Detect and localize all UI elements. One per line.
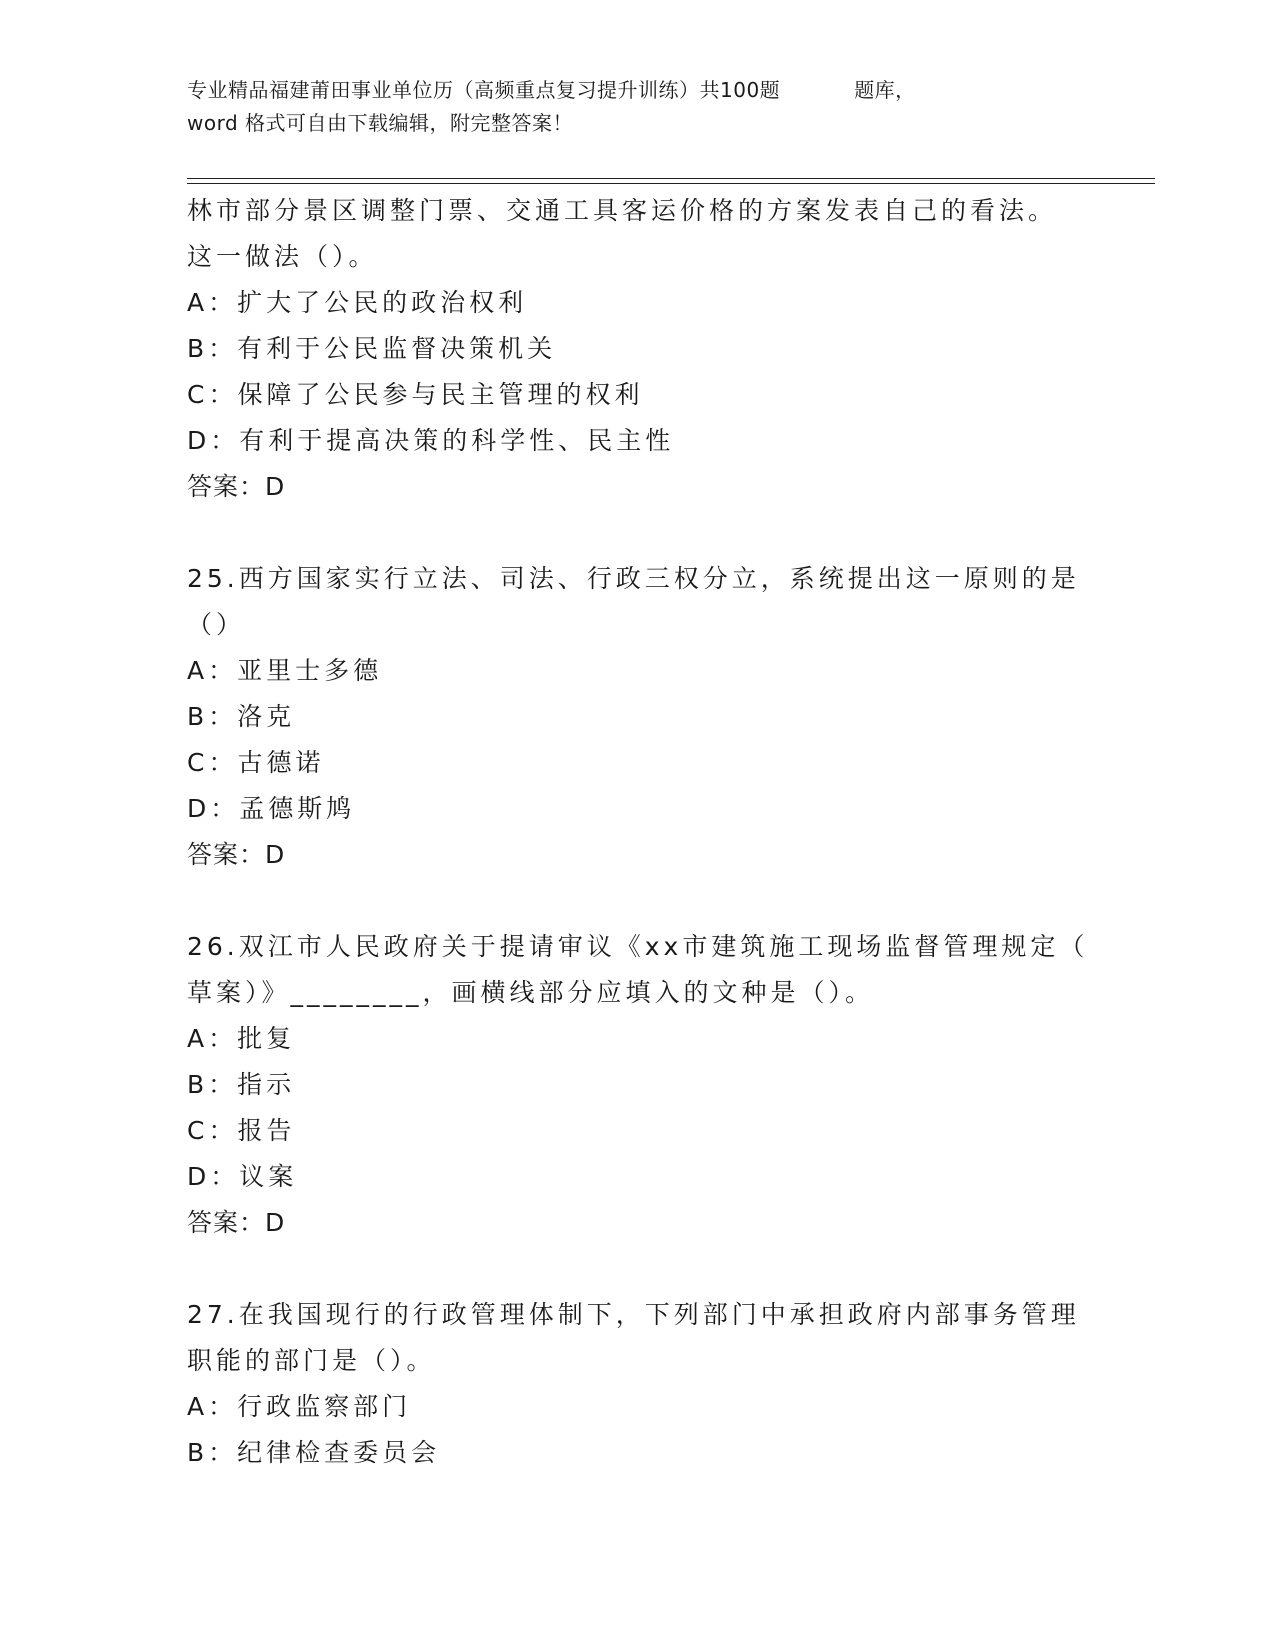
question-text-line: 这一做法（）。	[187, 242, 378, 271]
option-b: B：纪律检查委员会	[187, 1438, 441, 1467]
question-block-fragment	[187, 188, 1087, 510]
question-list	[187, 188, 1087, 1476]
question-block-26	[187, 924, 1087, 1246]
option-d: D：议案	[187, 1162, 298, 1191]
header-line-2: word 格式可自由下载编辑，附完整答案！	[187, 111, 574, 135]
question-text-line: 27.在我国现行的行政管理体制下，下列部门中承担政府内部事务管理	[187, 1300, 1080, 1329]
option-c: C：保障了公民参与民主管理的权利	[187, 380, 644, 409]
question-spacer	[187, 1246, 1087, 1292]
option-a: A：行政监察部门	[187, 1392, 412, 1421]
question-text-line: 林市部分景区调整门票、交通工具客运价格的方案发表自己的看法。	[187, 196, 1058, 225]
header-title-suffix: 题库，	[854, 78, 916, 102]
option-b: B：有利于公民监督决策机关	[187, 334, 557, 363]
option-b: B：指示	[187, 1070, 296, 1099]
option-a: A：亚里士多德	[187, 656, 383, 685]
question-text-line: （）	[187, 610, 246, 639]
header-line-1	[187, 74, 1087, 107]
question-text-line: 26.双江市人民政府关于提请审议《xx市建筑施工现场监督管理规定（	[187, 932, 1089, 961]
question-spacer	[187, 510, 1087, 556]
answer-line: 答案：D	[187, 472, 286, 501]
option-d: D：孟德斯鸠	[187, 794, 356, 823]
question-spacer	[187, 878, 1087, 924]
option-a: A：批复	[187, 1024, 296, 1053]
header-divider-bottom	[187, 183, 1155, 184]
header-divider-top	[187, 178, 1155, 179]
question-text-line: 25.西方国家实行立法、司法、行政三权分立，系统提出这一原则的是	[187, 564, 1080, 593]
question-text-line: 职能的部门是（）。	[187, 1346, 436, 1375]
answer-line: 答案：D	[187, 840, 286, 869]
option-a: A：扩大了公民的政治权利	[187, 288, 528, 317]
option-c: C：报告	[187, 1116, 296, 1145]
document-header	[187, 74, 1087, 140]
answer-line: 答案：D	[187, 1208, 286, 1237]
question-block-27	[187, 1292, 1087, 1476]
option-c: C：古德诺	[187, 748, 325, 777]
question-text-line: 草案）》________，画横线部分应填入的文种是（）。	[187, 978, 875, 1007]
header-title: 专业精品福建莆田事业单位历（高频重点复习提升训练）共100题	[187, 78, 781, 102]
option-d: D：有利于提高决策的科学性、民主性	[187, 426, 675, 455]
option-b: B：洛克	[187, 702, 296, 731]
question-block-25	[187, 556, 1087, 878]
